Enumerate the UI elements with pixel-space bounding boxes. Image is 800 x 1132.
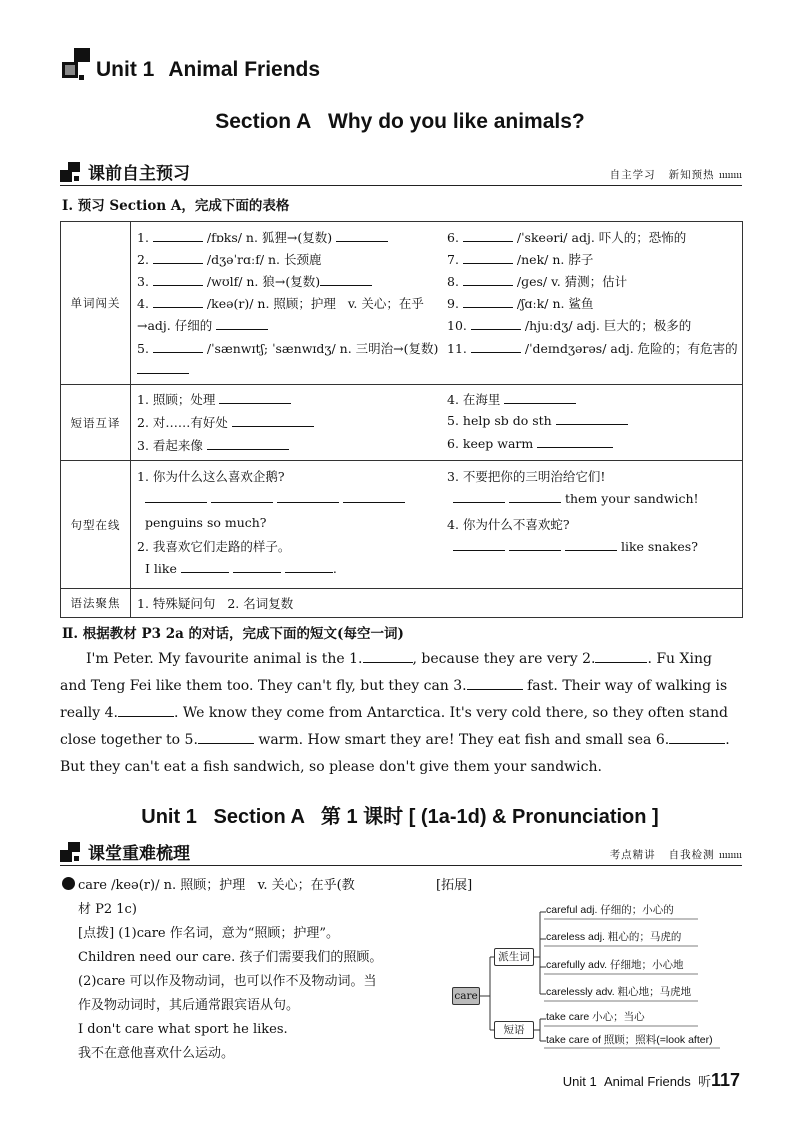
mindmap-title: [拓展] xyxy=(436,878,473,893)
answer-blank[interactable] xyxy=(509,491,561,503)
grammar-text: 1. 特殊疑问句 2. 名词复数 xyxy=(137,596,294,611)
vocab-item: →adj. 仔细的 xyxy=(137,316,268,334)
phrase-item: 5. help sb do sth xyxy=(447,413,628,428)
mindmap-branch-derived: 派生词 xyxy=(494,948,534,966)
phrases-category: 短语互译 xyxy=(61,385,131,461)
vocab-category: 单词闯关 xyxy=(61,222,131,385)
sentence-line: I like . xyxy=(145,561,337,576)
sentence-tail: penguins so much? xyxy=(145,515,267,530)
answer-blank[interactable] xyxy=(343,491,405,503)
mindmap-leaf: take care of 照顾；照料(=look after) xyxy=(546,1034,713,1046)
unit-name: Animal Friends xyxy=(168,58,321,81)
sentence-prompt: 1. 你为什么这么喜欢企鹅? xyxy=(137,469,285,484)
sentence-prompt: 3. 不要把你的三明治给它们! xyxy=(447,469,606,484)
answer-blank[interactable] xyxy=(153,230,203,242)
note-line: I don't care what sport he likes. xyxy=(78,1022,288,1037)
footer-unit: Unit 1 xyxy=(562,1074,597,1089)
unit-label: Unit 1 xyxy=(96,58,155,81)
answer-blank[interactable] xyxy=(463,296,513,308)
footer-listen: 听 xyxy=(697,1075,711,1090)
answer-blank[interactable] xyxy=(556,413,628,425)
answer-blank[interactable] xyxy=(463,274,513,286)
phrase-item: 4. 在海里 xyxy=(447,390,576,408)
unit-title xyxy=(96,58,320,82)
answer-blank[interactable] xyxy=(669,732,725,744)
answer-blank[interactable] xyxy=(285,561,333,573)
answer-blank[interactable] xyxy=(471,341,521,353)
part1-heading: Ⅰ. 预习 Section A，完成下面的表格 xyxy=(62,198,290,214)
sentence-prompt: 4. 你为什么不喜欢蛇? xyxy=(447,517,570,532)
footer-name: Animal Friends xyxy=(604,1074,691,1089)
answer-blank[interactable] xyxy=(453,539,505,551)
vocab-item: 5. /ˈsænwɪtʃ; ˈsænwɪdʒ/ n. 三明治→(复数) xyxy=(137,341,439,356)
mindmap xyxy=(430,872,750,1062)
vocab-item: 8. /ɡes/ v. 猜测；估计 xyxy=(447,274,628,289)
vocab-item: 11. /ˈdeɪndʒərəs/ adj. 危险的；有危害的 xyxy=(447,341,738,356)
vocab-item: 2. /dʒəˈrɑːf/ n. 长颈鹿 xyxy=(137,252,322,267)
grammar-category: 语法聚焦 xyxy=(61,589,131,618)
answer-blank[interactable] xyxy=(463,230,513,242)
sentence-prompt: 2. 我喜欢它们走路的样子。 xyxy=(137,539,291,554)
mindmap-branch-phrases: 短语 xyxy=(494,1021,534,1039)
vocab-item: 10. /hjuːdʒ/ adj. 巨大的；极多的 xyxy=(447,318,692,333)
passage-line: really 4. . We know they come from Antarctica. It's very cold there, so they often stand xyxy=(60,705,728,721)
answer-blank[interactable] xyxy=(153,341,203,353)
bullet-icon xyxy=(62,877,75,890)
answer-blank[interactable] xyxy=(504,392,576,404)
note-line: (2)care 可以作及物动词，也可以作不及物动词。当 xyxy=(78,974,377,989)
page-number: 117 xyxy=(710,1070,740,1090)
mindmap-root: care xyxy=(452,987,480,1005)
mindmap-leaf: carelessly adv. 粗心地；马虎地 xyxy=(546,986,692,998)
passage-line: and Teng Fei like them too. They can't fly, but they can 3. fast. Their way of walking is xyxy=(60,678,728,694)
vocab-item: 7. /nek/ n. 脖子 xyxy=(447,252,594,267)
answer-blank-line xyxy=(137,362,189,377)
part2-heading: Ⅱ. 根据教材 P3 2a 的对话，完成下面的短文(每空一词) xyxy=(62,626,404,642)
mindmap-leaf: take care 小心；当心 xyxy=(546,1011,645,1023)
answer-blank[interactable] xyxy=(232,415,314,427)
answer-blank[interactable] xyxy=(207,438,289,450)
vocab-item: 6. /ˈskeəri/ adj. 吓人的；恐怖的 xyxy=(447,230,687,245)
vocab-item: 4. /keə(r)/ n. 照顾；护理 v. 关心；在乎 xyxy=(137,296,424,311)
answer-blank[interactable] xyxy=(211,491,273,503)
preview-table xyxy=(60,221,743,618)
answer-blank[interactable] xyxy=(509,539,561,551)
note-line: 我不在意他喜欢什么运动。 xyxy=(78,1046,235,1061)
mindmap-leaf: careful adj. 仔细的；小心的 xyxy=(546,904,674,916)
band-label: 课堂重难梳理 xyxy=(88,844,190,863)
vocab-item: 1. /fɒks/ n. 狐狸→(复数) xyxy=(137,228,388,246)
phrase-item: 3. 看起来像 xyxy=(137,436,289,454)
answer-blank[interactable] xyxy=(277,491,339,503)
answer-blank[interactable] xyxy=(118,705,174,717)
answer-blank[interactable] xyxy=(153,274,203,286)
answer-blank[interactable] xyxy=(467,678,523,690)
answer-blank[interactable] xyxy=(471,318,521,330)
phrases-cell xyxy=(131,385,743,461)
answer-blank[interactable] xyxy=(595,651,647,663)
sentences-cell xyxy=(131,461,743,589)
answer-blank[interactable] xyxy=(233,561,281,573)
answer-blank[interactable] xyxy=(320,274,372,286)
note-line: [点拨] (1)care 作名词，意为“照顾；护理”。 xyxy=(78,926,340,941)
note-line: 材 P2 1c) xyxy=(78,902,137,917)
page-footer xyxy=(563,1070,740,1091)
vocab-cell xyxy=(131,222,743,385)
answer-blanks xyxy=(145,491,405,506)
note-line: Children need our care. 孩子们需要我们的照顾。 xyxy=(78,950,383,965)
vocab-item: 9. /ʃɑːk/ n. 鲨鱼 xyxy=(447,296,594,311)
lesson-title: Unit 1 Section A 第 1 课时 [ (1a-1d) & Pronunciation ] xyxy=(141,806,659,828)
answer-blank[interactable] xyxy=(216,318,268,330)
answer-blank[interactable] xyxy=(153,252,203,264)
answer-blank[interactable] xyxy=(463,252,513,264)
answer-blank[interactable] xyxy=(219,392,291,404)
answer-blank[interactable] xyxy=(153,296,203,308)
band-label: 课前自主预习 xyxy=(88,164,190,183)
care-note xyxy=(62,874,412,1066)
sentence-line: them your sandwich! xyxy=(453,491,699,506)
answer-blank[interactable] xyxy=(137,362,189,374)
answer-blank[interactable] xyxy=(363,651,413,663)
answer-blank[interactable] xyxy=(198,732,254,744)
phrase-item: 2. 对……有好处 xyxy=(137,413,314,431)
passage-line: But they can't eat a fish sandwich, so please don't give them your sandwich. xyxy=(60,759,602,775)
answer-blank[interactable] xyxy=(537,436,613,448)
answer-blank[interactable] xyxy=(565,539,617,551)
passage-line: close together to 5. warm. How smart they are! They eat fish and small sea 6. . xyxy=(60,732,730,748)
band-block-icon xyxy=(60,162,82,184)
answer-blank[interactable] xyxy=(181,561,229,573)
band-block-icon xyxy=(60,842,82,864)
band-tag: 考点精讲 自我检测 ıııııııı xyxy=(609,849,742,861)
passage-line: I'm Peter. My favourite animal is the 1. , because they are very 2. . Fu Xing xyxy=(86,651,712,667)
sentences-category: 句型在线 xyxy=(61,461,131,589)
phrase-item: 6. keep warm xyxy=(447,436,613,451)
mindmap-leaf: carefully adv. 仔细地；小心地 xyxy=(546,959,684,971)
section-title: Section A Why do you like animals? xyxy=(215,110,585,133)
unit-logo-icon xyxy=(62,48,92,82)
care-headline: care /keə(r)/ n. 照顾；护理 v. 关心；在乎(教 xyxy=(62,874,412,898)
classroom-band xyxy=(60,838,742,866)
phrase-item: 1. 照顾；处理 xyxy=(137,390,291,408)
grammar-cell xyxy=(131,589,743,618)
band-tag: 自主学习 新知预热 ıııııııı xyxy=(609,169,742,181)
answer-blank[interactable] xyxy=(336,230,388,242)
note-line: 作及物动词时，其后通常跟宾语从句。 xyxy=(78,998,300,1013)
answer-blank[interactable] xyxy=(145,491,207,503)
preview-band xyxy=(60,158,742,186)
vocab-item: 3. /wʊlf/ n. 狼→(复数) xyxy=(137,272,372,290)
answer-blank[interactable] xyxy=(453,491,505,503)
mindmap-leaf: careless adj. 粗心的；马虎的 xyxy=(546,931,682,943)
sentence-line: like snakes? xyxy=(453,539,698,554)
passage xyxy=(60,646,744,781)
